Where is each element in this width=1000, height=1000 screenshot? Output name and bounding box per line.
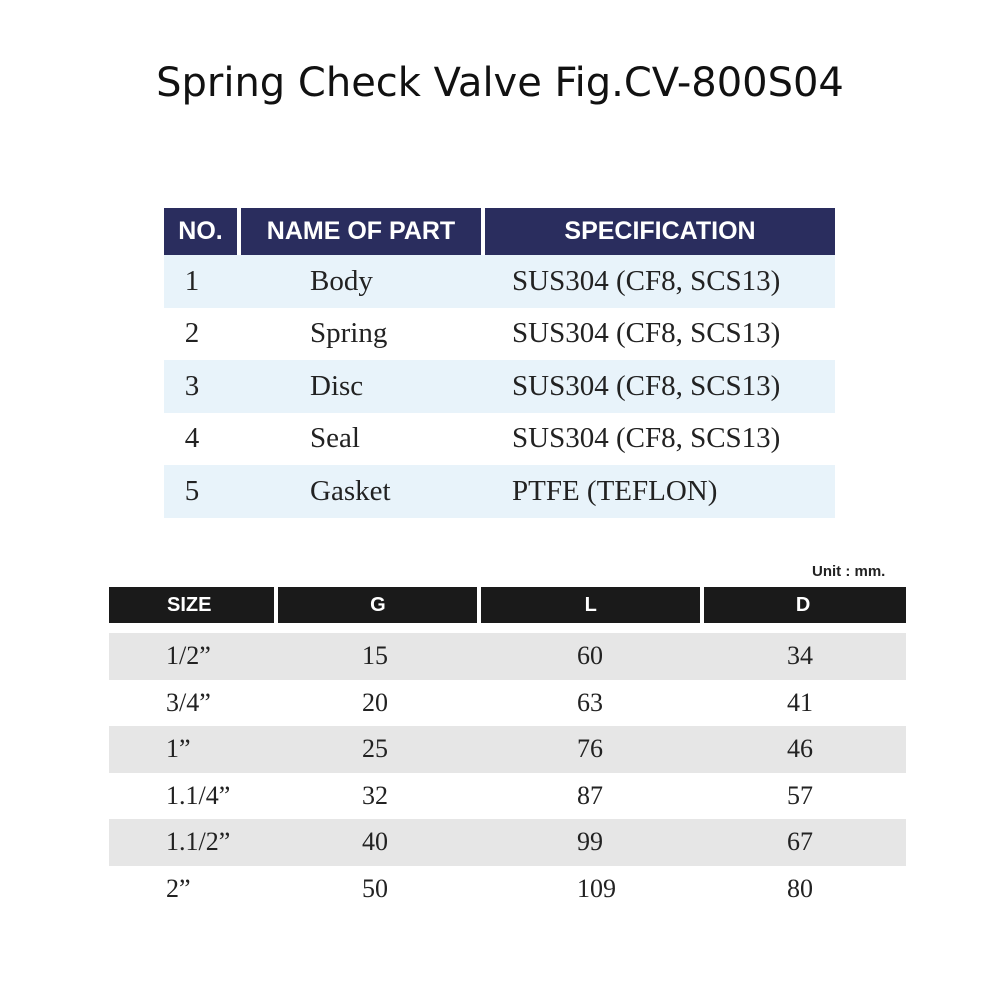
part-spec: PTFE (TEFLON) [512,474,718,507]
l-cell: 87 [577,780,603,810]
l-cell: 109 [577,873,616,903]
g-cell: 20 [362,687,388,717]
part-spec: SUS304 (CF8, SCS13) [512,264,781,297]
table-row [164,308,835,361]
g-cell: 15 [362,641,388,671]
part-spec: SUS304 (CF8, SCS13) [512,317,781,350]
part-no: 5 [184,474,200,507]
part-spec: SUS304 (CF8, SCS13) [512,369,781,402]
d-cell: 57 [787,780,813,810]
table-row [109,819,906,866]
dimensions-table [109,587,906,912]
size-cell: 3/4” [166,687,211,717]
table-row [109,726,906,773]
g-cell: 32 [362,780,388,810]
table-row [164,360,835,413]
g-cell: 50 [362,873,388,903]
table-row [109,773,906,820]
table-row [109,866,906,913]
d-cell: 41 [787,687,813,717]
table-row [164,465,835,518]
header-specification: SPECIFICATION [485,208,835,255]
table-row [164,255,835,308]
part-no: 4 [184,422,200,455]
part-no: 3 [184,369,200,402]
table-row [109,680,906,727]
size-cell: 1/2” [166,641,211,671]
part-name: Body [310,264,373,297]
g-cell: 25 [362,734,388,764]
header-d: D [704,587,906,623]
part-spec: SUS304 (CF8, SCS13) [512,422,781,455]
table-row [164,413,835,466]
unit-label: Unit : mm. [812,563,886,580]
d-cell: 34 [787,641,813,671]
header-no: NO. [164,208,237,255]
dimensions-table-body [109,633,906,912]
table-row [109,633,906,680]
size-cell: 1.1/2” [166,827,231,857]
header-size: SIZE [109,587,274,623]
header-g: G [278,587,477,623]
header-name-of-part: NAME OF PART [241,208,481,255]
d-cell: 67 [787,827,813,857]
part-name: Gasket [310,474,391,507]
d-cell: 46 [787,734,813,764]
l-cell: 60 [577,641,603,671]
l-cell: 63 [577,687,603,717]
parts-table [164,208,835,518]
part-name: Seal [310,422,360,455]
part-no: 2 [184,317,200,350]
dimensions-table-header [109,587,906,623]
l-cell: 99 [577,827,603,857]
size-cell: 1.1/4” [166,780,231,810]
parts-table-header [164,208,835,255]
g-cell: 40 [362,827,388,857]
header-l: L [481,587,700,623]
size-cell: 2” [166,873,191,903]
part-name: Disc [310,369,364,402]
l-cell: 76 [577,734,603,764]
d-cell: 80 [787,873,813,903]
part-no: 1 [184,264,200,297]
size-cell: 1” [166,734,191,764]
page-title: Spring Check Valve Fig.CV-800S04 [156,60,844,106]
part-name: Spring [310,317,388,350]
